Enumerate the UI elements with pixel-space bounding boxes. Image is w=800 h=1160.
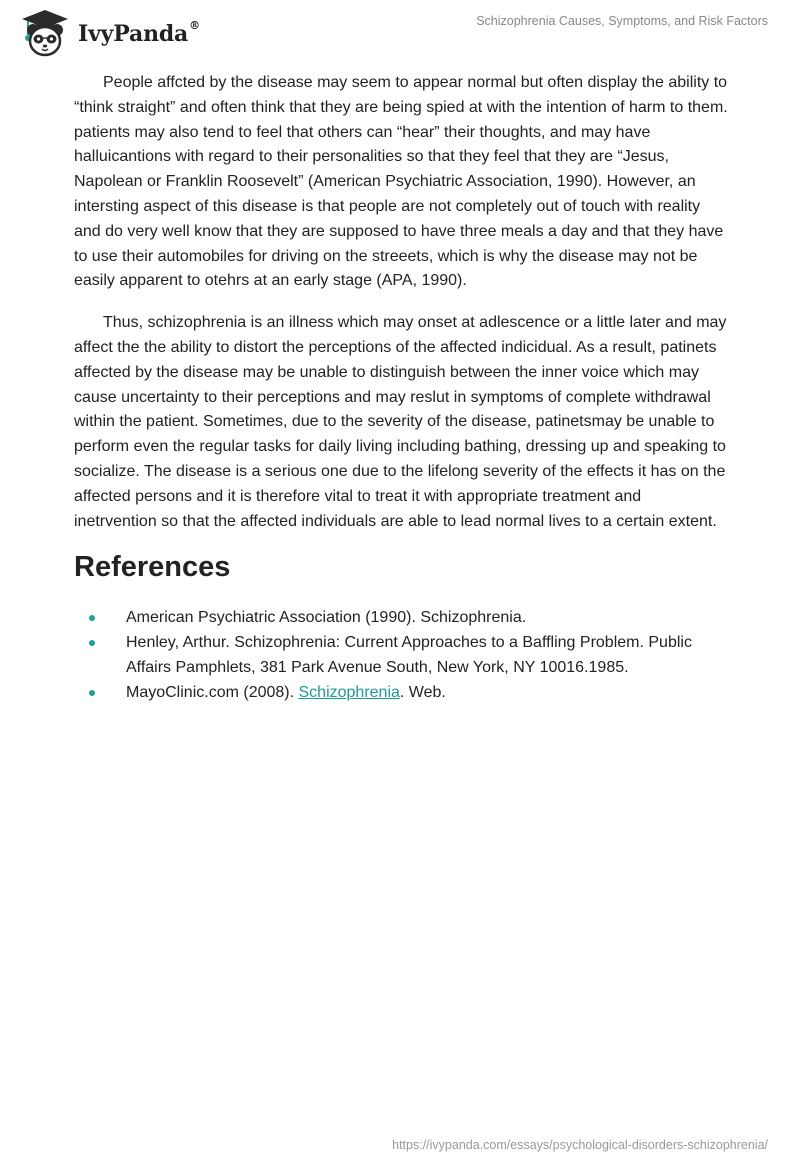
reference-text-post: . Web.	[399, 683, 446, 701]
reference-item	[74, 606, 728, 631]
page-header	[0, 0, 800, 60]
schizophrenia-reference-link[interactable]: Schizophrenia	[298, 683, 400, 701]
bullet-dot-icon	[89, 640, 95, 646]
references-heading: References	[74, 551, 231, 584]
footer-url: https://ivypanda.com/essays/psychological-disorders-schizophrenia/	[392, 1138, 768, 1152]
logo-wordmark: IvyPanda®	[78, 19, 200, 47]
body-paragraph-1: People affcted by the disease may seem to appear normal but often display the ability to “think straight” and often think that they are being spied at with the intention of harm to them. patients may also tend to feel that others can “hear” their thoughts, and may have halluicantions with regard to their personalities so that they feel that they are “Jesus, Napolean or Franklin Roosevelt” (American Psychiatric Association, 1990). However, an intersting aspect of this disease is that people are not completely out of touch with reality and do very well know that they are supposed to have three meals a day and that they have to use their automobiles for driving on the streeets, which is why the disease may not be easily apparent to otehrs at an early stage (APA, 1990).	[74, 74, 728, 290]
essay-content	[74, 71, 728, 706]
document-title: Schizophrenia Causes, Symptoms, and Risk Factors	[476, 14, 768, 28]
reference-text: American Psychiatric Association (1990). Schizophrenia.	[126, 609, 527, 627]
panda-graduation-cap-icon	[16, 8, 74, 58]
ivypanda-logo[interactable]	[16, 8, 200, 58]
reference-item	[74, 631, 728, 681]
bullet-dot-icon	[89, 615, 95, 621]
reference-item	[74, 681, 728, 706]
references-list	[74, 606, 728, 705]
body-paragraph-2: Thus, schizophrenia is an illness which may onset at adlescence or a little later and may affect the the ability to distort the perceptions of the affected indicidual. As a result, patinets affected by the disease may be unable to distinguish between the inner voice which may cause uncertainty to their perceptions and may reslut in symptoms of complete withdrawal within the patient. Sometimes, due to the severity of the disease, patinetsmay be unable to perform even the regular tasks for daily living including bathing, dressing up and speaking to socialize. The disease is a serious one due to the lifelong severity of the effects it has on the affected persons and it is therefore vital to treat it with appropriate treatment and inetrvention so that the affected individuals are able to lead normal lives to a certain extent.	[74, 314, 727, 530]
reference-text-pre: MayoClinic.com (2008).	[126, 683, 299, 701]
reference-text: Henley, Arthur. Schizophrenia: Current Approaches to a Baffling Problem. Public Affairs Pamphlets, 381 Park Avenue South, New York, NY 10016.1985.	[126, 634, 692, 676]
bullet-dot-icon	[89, 690, 95, 696]
